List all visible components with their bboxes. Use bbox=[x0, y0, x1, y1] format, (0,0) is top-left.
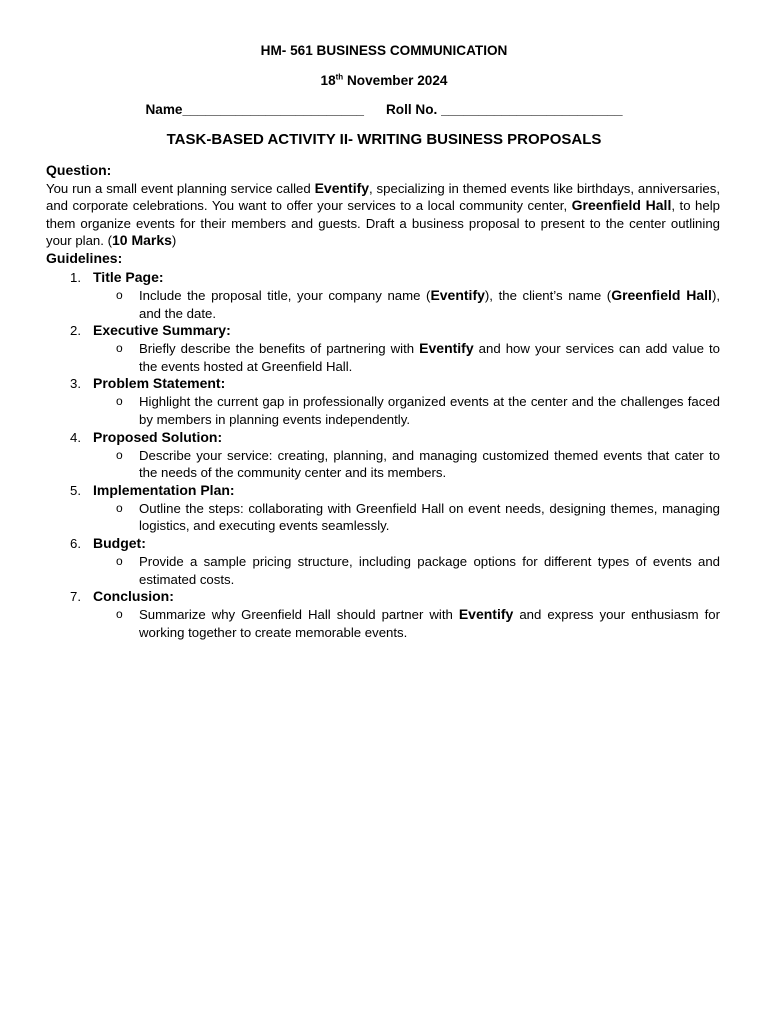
bullet-icon: o bbox=[116, 607, 123, 622]
date-day: 18 bbox=[320, 73, 336, 88]
date-suffix: th bbox=[335, 72, 344, 82]
course-title: HM- 561 BUSINESS COMMUNICATION bbox=[260, 43, 508, 58]
guideline-list bbox=[46, 269, 720, 641]
guideline-title: Title Page: bbox=[93, 269, 164, 285]
guideline-detail bbox=[46, 606, 720, 641]
question-text-part: You run a small event planning service called bbox=[46, 180, 315, 196]
name-roll-line bbox=[0, 101, 768, 119]
guideline-detail bbox=[46, 287, 720, 322]
guideline-item-budget bbox=[46, 535, 720, 588]
question-text-part: , to help them organize events for their members and guests. Draft a business proposal to present to the center outlining your plan. ( bbox=[46, 198, 720, 249]
roll-number-field[interactable]: Roll No. ________________________ bbox=[385, 102, 623, 117]
detail-bold: Eventify bbox=[419, 340, 474, 357]
guideline-item-implementation-plan bbox=[46, 482, 720, 535]
guideline-item-title-page bbox=[46, 269, 720, 322]
detail-text: ), and the date. bbox=[139, 288, 721, 321]
guideline-number: 1. bbox=[70, 270, 81, 285]
date-line bbox=[0, 72, 768, 90]
guideline-detail bbox=[46, 340, 720, 375]
detail-text: Summarize why Greenfield Hall should partner with bbox=[139, 607, 459, 623]
guideline-item-executive-summary bbox=[46, 322, 720, 375]
guideline-item-problem-statement bbox=[46, 375, 720, 428]
company-name: Eventify bbox=[314, 179, 370, 196]
guidelines-label: Guidelines: bbox=[46, 250, 123, 266]
detail-text: Briefly describe the benefits of partnering with bbox=[139, 341, 420, 357]
bullet-icon: o bbox=[116, 394, 123, 409]
question-text-part: , specializing in themed events like birthdays, anniversaries, and corporate celebrations. You want to offer your services to a local community center, bbox=[46, 180, 720, 214]
detail-bold: Eventify bbox=[458, 606, 514, 623]
guideline-number: 3. bbox=[70, 376, 81, 392]
detail-text: and how your services can add value to the events hosted at Greenfield Hall. bbox=[139, 341, 720, 374]
question-text bbox=[46, 180, 720, 250]
bullet-icon: o bbox=[116, 447, 123, 462]
marks: 10 Marks bbox=[111, 232, 172, 249]
bullet-icon: o bbox=[116, 500, 123, 515]
bullet-icon: o bbox=[116, 553, 123, 568]
guideline-detail bbox=[46, 393, 720, 428]
detail-text: Include the proposal title, your company name ( bbox=[139, 288, 431, 303]
guideline-number: 5. bbox=[70, 482, 81, 498]
guideline-number: 4. bbox=[70, 429, 81, 445]
question-label: Question: bbox=[46, 162, 112, 178]
activity-title: TASK-BASED ACTIVITY II- WRITING BUSINESS PROPOSALS bbox=[166, 131, 602, 148]
guideline-detail bbox=[46, 553, 720, 588]
bullet-icon: o bbox=[116, 341, 123, 356]
detail-bold: Greenfield Hall bbox=[611, 287, 712, 303]
guideline-title: Problem Statement: bbox=[93, 375, 226, 392]
detail-text: Provide a sample pricing structure, including package options for different types of events and estimated costs. bbox=[139, 553, 720, 587]
guideline-item-conclusion bbox=[46, 588, 720, 641]
detail-text: ), the client’s name ( bbox=[484, 288, 612, 303]
guideline-title: Conclusion: bbox=[93, 588, 174, 605]
guideline-item-proposed-solution bbox=[46, 429, 720, 482]
detail-text: Outline the steps: collaborating with Greenfield Hall on event needs, designing themes, managing logistics, and executing events seamlessly. bbox=[139, 500, 720, 534]
guideline-detail bbox=[46, 500, 720, 535]
guideline-detail bbox=[46, 447, 720, 482]
client-name: Greenfield Hall bbox=[571, 197, 672, 214]
guideline-title: Implementation Plan: bbox=[93, 481, 235, 498]
date-rest: November 2024 bbox=[343, 73, 448, 88]
bullet-icon: o bbox=[116, 288, 123, 302]
guideline-number: 7. bbox=[70, 589, 81, 605]
detail-text: and express your enthusiasm for working together to create memorable events. bbox=[139, 607, 720, 640]
detail-text: Highlight the current gap in professionally organized events at the center and the challenges faced by members in planning events independently. bbox=[139, 394, 720, 427]
question-block bbox=[46, 162, 720, 250]
detail-bold: Eventify bbox=[430, 287, 485, 303]
guideline-title: Budget: bbox=[93, 534, 146, 551]
guideline-title: Executive Summary: bbox=[93, 322, 231, 339]
guideline-number: 6. bbox=[70, 535, 81, 551]
name-field[interactable]: Name________________________ bbox=[145, 102, 364, 117]
detail-text: Describe your service: creating, planning, and managing customized themed events that cater to the needs of the community center and its members. bbox=[139, 447, 720, 481]
guideline-number: 2. bbox=[70, 323, 81, 339]
guideline-title: Proposed Solution: bbox=[93, 428, 223, 445]
question-text-part: ) bbox=[171, 233, 177, 249]
